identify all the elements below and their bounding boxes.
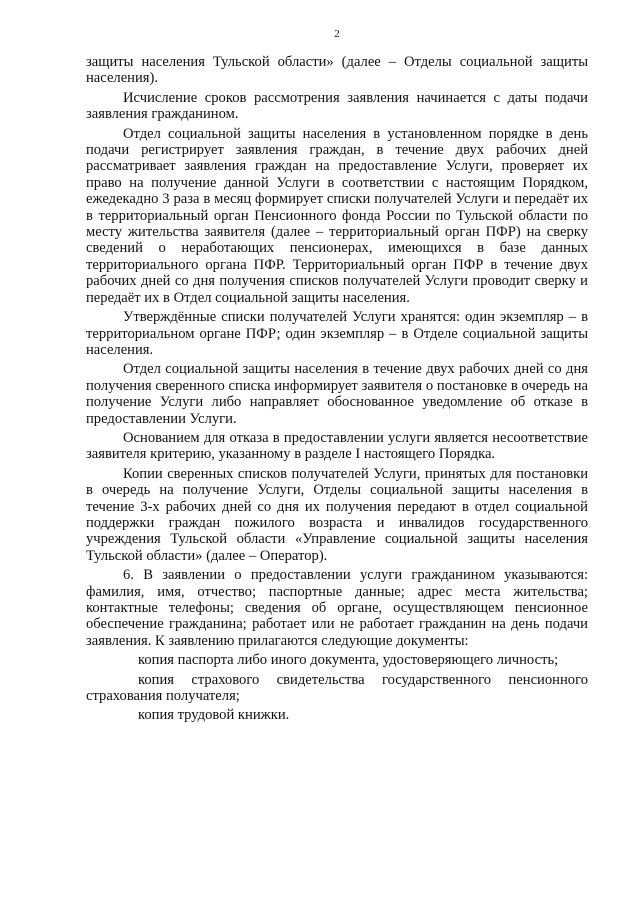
list-item-passport-copy: копия паспорта либо иного документа, удостоверяющего личность; — [138, 652, 559, 669]
paragraph-application-contents: 6. В заявлении о предоставлении услуги гражданином указываются: фамилия, имя, отчество; паспортные данные; адрес места жительства; контактные телефоны; сведения об органе, осуществляющем пенсионное обеспечение гражданина; работает или не работает гражданин на день подачи заявления. К заявлению прилагаются следующие документы: — [86, 567, 588, 649]
paragraph-deadline-calculation: Исчисление сроков рассмотрения заявления начинается с даты подачи заявления гражданином. — [86, 89, 588, 123]
paragraph-notification: Отдел социальной защиты населения в течение двух рабочих дней со дня получения сверенного списка информирует заявителя о постановке в очередь на получение Услуги либо направляет обоснованное уведомление об отказе в предоставлении Услуги. — [86, 361, 588, 427]
paragraph-registration: Отдел социальной защиты населения в установленном порядке в день подачи регистрирует заявления граждан, в течение двух рабочих дней рассматривает заявления граждан на предоставление Услуги, проверяет их право на получение данной Услуги в соответствии с настоящим Порядком, ежедекадно 3 раза в месяц формирует списки получателей Услуги и передаёт их в территориальный орган Пенсионного фонда России по Тульской области по месту жительства заявителя (далее – территориальный орган ПФР) на сверку сведений о неработающих пенсионерах, имеющихся в базе данных территориального органа ПФР. Территориальный орган ПФР в течение двух рабочих дней со дня получения списков получателей Услуги проводит сверку и передаёт их в Отдел социальной защиты населения. — [86, 125, 588, 306]
list-item-employment-record: копия трудовой книжки. — [138, 707, 290, 724]
page-number: 2 — [334, 28, 340, 40]
paragraph-list-copies: Копии сверенных списков получателей Услуги, принятых для постановки в очередь на получение Услуги, Отделы социальной защиты населения в течение 3-х рабочих дней со дня их получения передают в отдел социальной поддержки граждан пожилого возраста и инвалидов государственного учреждения Тульской области «Управление социальной защиты населения Тульской области» (далее – Оператор). — [86, 465, 588, 564]
paragraph-refusal-grounds: Основанием для отказа в предоставлении услуги является несоответствие заявителя критерию, указанному в разделе I настоящего Порядка. — [86, 429, 588, 463]
list-item-insurance-certificate: копия страхового свидетельства государственного пенсионного страхования получателя; — [86, 671, 588, 705]
paragraph-approved-lists: Утверждённые списки получателей Услуги хранятся: один экземпляр – в территориальном органе ПФР; один экземпляр – в Отделе социальной защиты населения. — [86, 309, 588, 358]
document-body — [86, 54, 588, 724]
paragraph-continuation: защиты населения Тульской области» (далее – Отделы социальной защиты населения). — [86, 54, 588, 87]
